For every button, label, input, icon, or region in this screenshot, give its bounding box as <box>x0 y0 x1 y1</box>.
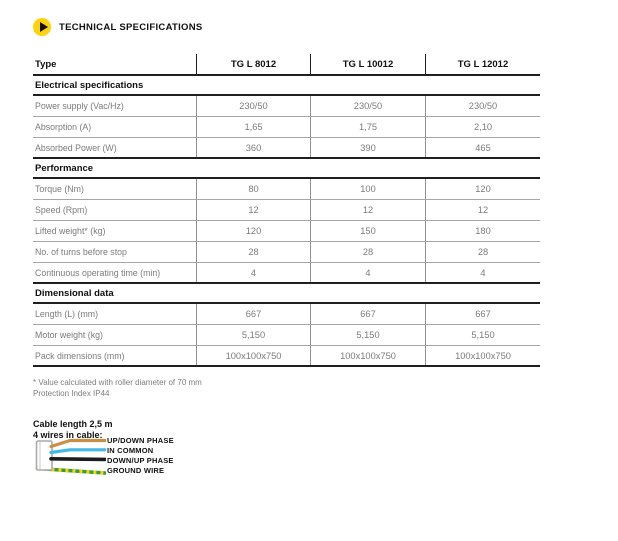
row-value: 5,150 <box>425 325 540 345</box>
row-value: 150 <box>310 221 425 241</box>
row-value: 5,150 <box>196 325 310 345</box>
row-label: Pack dimensions (mm) <box>35 350 125 361</box>
table-row <box>33 325 540 346</box>
play-icon <box>33 18 51 36</box>
table-row <box>33 242 540 263</box>
cable-wires-text: 4 wires in cable: <box>33 429 103 440</box>
wire-label-in-common: IN COMMON <box>107 446 154 455</box>
wire-down-up-phase <box>51 459 105 460</box>
row-value: 667 <box>425 304 540 324</box>
wire-label-down-up-phase: DOWN/UP PHASE <box>107 456 174 465</box>
row-value: 360 <box>196 138 310 157</box>
column-header-type: Type <box>35 58 57 70</box>
footnote-roller-diameter: * Value calculated with roller diameter of 70 mm <box>33 378 202 387</box>
row-value: 1,75 <box>310 117 425 137</box>
table-row <box>33 138 540 159</box>
row-label: Speed (Rpm) <box>35 205 88 215</box>
row-value: 465 <box>425 138 540 157</box>
row-label: Length (L) (mm) <box>35 309 99 319</box>
row-value: 4 <box>196 263 310 282</box>
row-value: 667 <box>196 304 310 324</box>
wire-label-up-down-phase: UP/DOWN PHASE <box>107 436 174 445</box>
row-value: 4 <box>310 263 425 282</box>
row-label: Torque (Nm) <box>35 184 84 194</box>
section-header-performance: Performance <box>33 159 540 179</box>
row-value: 100x100x750 <box>425 346 540 365</box>
row-value: 120 <box>425 179 540 199</box>
wire-in-common <box>51 450 105 453</box>
page-header <box>33 18 203 36</box>
row-value: 230/50 <box>310 96 425 116</box>
row-label: Absorbed Power (W) <box>35 142 117 153</box>
column-header-model-1: TG L 8012 <box>196 54 310 74</box>
table-row <box>33 96 540 117</box>
table-header-row <box>33 54 540 76</box>
cable-length-text: Cable length 2,5 m <box>33 419 113 429</box>
footnote-protection-index: Protection Index IP44 <box>33 389 110 398</box>
wire-labels <box>107 436 174 476</box>
table-row <box>33 263 540 284</box>
table-row <box>33 179 540 200</box>
row-value: 230/50 <box>196 96 310 116</box>
specifications-table <box>33 54 540 367</box>
wire-label-ground-wire: GROUND WIRE <box>107 466 165 475</box>
row-value: 28 <box>310 242 425 262</box>
row-value: 80 <box>196 179 310 199</box>
row-label: Motor weight (kg) <box>35 330 103 340</box>
wire-up-down-phase <box>51 441 105 447</box>
row-value: 100x100x750 <box>196 346 310 365</box>
table-row <box>33 346 540 367</box>
row-label: Lifted weight* (kg) <box>35 226 106 236</box>
row-value: 100 <box>310 179 425 199</box>
row-value: 4 <box>425 263 540 282</box>
table-row <box>33 221 540 242</box>
row-value: 12 <box>425 200 540 220</box>
section-header-electrical: Electrical specifications <box>33 76 540 96</box>
column-header-model-2: TG L 10012 <box>310 54 425 74</box>
section-header-dimensional: Dimensional data <box>33 284 540 304</box>
row-value: 120 <box>196 221 310 241</box>
row-value: 28 <box>196 242 310 262</box>
row-value: 12 <box>310 200 425 220</box>
cable-sheath <box>37 441 53 470</box>
row-label: Power supply (Vac/Hz) <box>35 101 124 111</box>
row-value: 390 <box>310 138 425 157</box>
row-value: 5,150 <box>310 325 425 345</box>
table-row <box>33 304 540 325</box>
row-label: No. of turns before stop <box>35 247 127 257</box>
table-row <box>33 200 540 221</box>
cable-diagram <box>34 436 106 484</box>
row-value: 667 <box>310 304 425 324</box>
table-row <box>33 117 540 138</box>
row-value: 2,10 <box>425 117 540 137</box>
row-value: 28 <box>425 242 540 262</box>
row-value: 100x100x750 <box>310 346 425 365</box>
row-label: Continuous operating time (min) <box>35 267 161 278</box>
footnotes <box>33 377 202 399</box>
row-value: 230/50 <box>425 96 540 116</box>
row-label: Absorption (A) <box>35 122 92 132</box>
row-value: 180 <box>425 221 540 241</box>
page-title: TECHNICAL SPECIFICATIONS <box>59 21 203 33</box>
row-value: 12 <box>196 200 310 220</box>
column-header-model-3: TG L 12012 <box>425 54 540 74</box>
row-value: 1,65 <box>196 117 310 137</box>
play-triangle-icon <box>40 22 48 32</box>
